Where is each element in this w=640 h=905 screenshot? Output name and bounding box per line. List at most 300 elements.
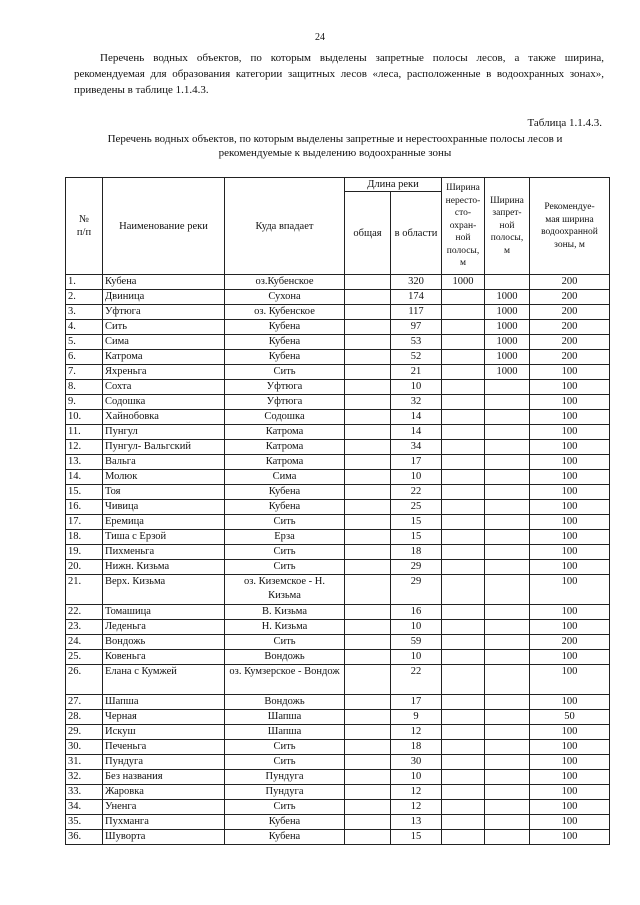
table-label: Таблица 1.1.4.3.: [527, 117, 602, 129]
length-total-cell: [345, 425, 391, 440]
spawning-width-cell: [442, 560, 485, 575]
row-number-cell: 18.: [66, 530, 103, 545]
table-row: [66, 635, 610, 650]
flows-into-cell: Шапша: [225, 710, 345, 725]
row-number-cell: 11.: [66, 425, 103, 440]
recommended-width-cell: 200: [530, 275, 610, 290]
length-total-cell: [345, 455, 391, 470]
forbidden-width-cell: 1000: [485, 350, 530, 365]
flows-into-cell: Уфтюга: [225, 380, 345, 395]
header-length-total: общая: [345, 192, 391, 275]
table-row: [66, 800, 610, 815]
flows-into-cell: Уфтюга: [225, 395, 345, 410]
table-row: [66, 395, 610, 410]
flows-into-cell: Содошка: [225, 410, 345, 425]
forbidden-width-cell: [485, 515, 530, 530]
row-number-cell: 12.: [66, 440, 103, 455]
forbidden-width-cell: [485, 755, 530, 770]
recommended-width-cell: 100: [530, 695, 610, 710]
length-region-cell: 12: [391, 785, 442, 800]
recommended-width-cell: 200: [530, 305, 610, 320]
forbidden-width-cell: [485, 725, 530, 740]
recommended-width-cell: 200: [530, 350, 610, 365]
river-name-cell: Двиница: [103, 290, 225, 305]
table-row: [66, 455, 610, 470]
row-number-cell: 3.: [66, 305, 103, 320]
row-number-cell: 17.: [66, 515, 103, 530]
row-number-cell: 15.: [66, 485, 103, 500]
length-region-cell: 10: [391, 470, 442, 485]
recommended-width-cell: 100: [530, 665, 610, 695]
row-number-cell: 36.: [66, 830, 103, 845]
length-total-cell: [345, 710, 391, 725]
length-region-cell: 15: [391, 830, 442, 845]
spawning-width-cell: [442, 455, 485, 470]
row-number-cell: 25.: [66, 650, 103, 665]
forbidden-width-cell: 1000: [485, 305, 530, 320]
length-total-cell: [345, 395, 391, 410]
flows-into-cell: Катрома: [225, 440, 345, 455]
table-row: [66, 335, 610, 350]
row-number-cell: 30.: [66, 740, 103, 755]
length-region-cell: 10: [391, 620, 442, 635]
spawning-width-cell: [442, 785, 485, 800]
table-row: [66, 665, 610, 695]
length-total-cell: [345, 545, 391, 560]
row-number-cell: 7.: [66, 365, 103, 380]
length-region-cell: 15: [391, 515, 442, 530]
forbidden-width-cell: [485, 620, 530, 635]
river-name-cell: Печеньга: [103, 740, 225, 755]
length-region-cell: 17: [391, 695, 442, 710]
table-row: [66, 650, 610, 665]
river-name-cell: Сохта: [103, 380, 225, 395]
table-row: [66, 350, 610, 365]
recommended-width-cell: 100: [530, 380, 610, 395]
spawning-width-cell: [442, 515, 485, 530]
recommended-width-cell: 100: [530, 755, 610, 770]
recommended-width-cell: 100: [530, 365, 610, 380]
spawning-width-cell: [442, 500, 485, 515]
recommended-width-cell: 100: [530, 575, 610, 605]
length-region-cell: 9: [391, 710, 442, 725]
length-region-cell: 18: [391, 740, 442, 755]
flows-into-cell: Шапша: [225, 725, 345, 740]
length-total-cell: [345, 320, 391, 335]
forbidden-width-cell: 1000: [485, 290, 530, 305]
recommended-width-cell: 100: [530, 800, 610, 815]
table-row: [66, 365, 610, 380]
row-number-cell: 24.: [66, 635, 103, 650]
forbidden-width-cell: [485, 560, 530, 575]
recommended-width-cell: 50: [530, 710, 610, 725]
length-total-cell: [345, 275, 391, 290]
length-total-cell: [345, 725, 391, 740]
length-total-cell: [345, 290, 391, 305]
recommended-width-cell: 100: [530, 605, 610, 620]
table-row: [66, 740, 610, 755]
table-row: [66, 830, 610, 845]
river-name-cell: Жаровка: [103, 785, 225, 800]
forbidden-width-cell: [485, 800, 530, 815]
length-region-cell: 10: [391, 770, 442, 785]
row-number-cell: 5.: [66, 335, 103, 350]
river-name-cell: Чивица: [103, 500, 225, 515]
river-name-cell: Верх. Кизьма: [103, 575, 225, 605]
table-row: [66, 530, 610, 545]
recommended-width-cell: 100: [530, 395, 610, 410]
flows-into-cell: Катрома: [225, 425, 345, 440]
recommended-width-cell: 100: [530, 470, 610, 485]
forbidden-width-cell: [485, 425, 530, 440]
river-name-cell: Шуворта: [103, 830, 225, 845]
length-region-cell: 97: [391, 320, 442, 335]
river-name-cell: Катрома: [103, 350, 225, 365]
header-river-length: Длина реки: [345, 178, 442, 192]
river-name-cell: Без названия: [103, 770, 225, 785]
row-number-cell: 35.: [66, 815, 103, 830]
recommended-width-cell: 100: [530, 485, 610, 500]
river-name-cell: Елана с Кумжей: [103, 665, 225, 695]
row-number-cell: 19.: [66, 545, 103, 560]
river-name-cell: Молюк: [103, 470, 225, 485]
table-row: [66, 785, 610, 800]
flows-into-cell: Сить: [225, 800, 345, 815]
flows-into-cell: Кубена: [225, 350, 345, 365]
river-name-cell: Пунгул: [103, 425, 225, 440]
spawning-width-cell: [442, 545, 485, 560]
spawning-width-cell: [442, 395, 485, 410]
length-region-cell: 12: [391, 725, 442, 740]
length-total-cell: [345, 350, 391, 365]
length-total-cell: [345, 335, 391, 350]
length-total-cell: [345, 410, 391, 425]
length-region-cell: 29: [391, 575, 442, 605]
recommended-width-cell: 100: [530, 725, 610, 740]
river-name-cell: Нижн. Кизьма: [103, 560, 225, 575]
table-row: [66, 485, 610, 500]
recommended-width-cell: 100: [530, 740, 610, 755]
spawning-width-cell: [442, 440, 485, 455]
row-number-cell: 22.: [66, 605, 103, 620]
river-name-cell: Шапша: [103, 695, 225, 710]
header-flows-into: Куда впадает: [225, 178, 345, 275]
header-river-name: Наименование реки: [103, 178, 225, 275]
forbidden-width-cell: [485, 380, 530, 395]
river-name-cell: Тоя: [103, 485, 225, 500]
table-row: [66, 425, 610, 440]
row-number-cell: 13.: [66, 455, 103, 470]
river-name-cell: Пунгул- Вальгский: [103, 440, 225, 455]
spawning-width-cell: [442, 800, 485, 815]
recommended-width-cell: 100: [530, 815, 610, 830]
header-length-region: в области: [391, 192, 442, 275]
table-row: [66, 815, 610, 830]
row-number-cell: 2.: [66, 290, 103, 305]
forbidden-width-cell: [485, 740, 530, 755]
length-region-cell: 52: [391, 350, 442, 365]
length-total-cell: [345, 650, 391, 665]
forbidden-width-cell: [485, 485, 530, 500]
spawning-width-cell: [442, 725, 485, 740]
header-number: № п/п: [66, 178, 103, 275]
flows-into-cell: Пундуга: [225, 785, 345, 800]
recommended-width-cell: 100: [530, 830, 610, 845]
spawning-width-cell: [442, 350, 485, 365]
length-total-cell: [345, 515, 391, 530]
spawning-width-cell: [442, 290, 485, 305]
length-total-cell: [345, 380, 391, 395]
table-row: [66, 605, 610, 620]
recommended-width-cell: 100: [530, 545, 610, 560]
table-row: [66, 500, 610, 515]
table-row: [66, 695, 610, 710]
recommended-width-cell: 100: [530, 500, 610, 515]
row-number-cell: 27.: [66, 695, 103, 710]
length-total-cell: [345, 740, 391, 755]
flows-into-cell: Сить: [225, 545, 345, 560]
flows-into-cell: Сить: [225, 515, 345, 530]
forbidden-width-cell: [485, 275, 530, 290]
length-region-cell: 14: [391, 425, 442, 440]
length-region-cell: 32: [391, 395, 442, 410]
row-number-cell: 21.: [66, 575, 103, 605]
forbidden-width-cell: [485, 830, 530, 845]
table-row: [66, 710, 610, 725]
header-recommended-width: Рекомендуе- мая ширина водоохранной зоны, м: [530, 178, 610, 275]
length-total-cell: [345, 830, 391, 845]
flows-into-cell: Пундуга: [225, 770, 345, 785]
flows-into-cell: Сить: [225, 755, 345, 770]
length-region-cell: 30: [391, 755, 442, 770]
length-total-cell: [345, 365, 391, 380]
length-region-cell: 25: [391, 500, 442, 515]
recommended-width-cell: 100: [530, 620, 610, 635]
length-region-cell: 16: [391, 605, 442, 620]
recommended-width-cell: 100: [530, 440, 610, 455]
spawning-width-cell: [442, 335, 485, 350]
flows-into-cell: Сить: [225, 635, 345, 650]
length-region-cell: 10: [391, 380, 442, 395]
forbidden-width-cell: [485, 575, 530, 605]
forbidden-width-cell: [485, 470, 530, 485]
table-row: [66, 290, 610, 305]
row-number-cell: 23.: [66, 620, 103, 635]
river-name-cell: Пундуга: [103, 755, 225, 770]
length-region-cell: 59: [391, 635, 442, 650]
forbidden-width-cell: [485, 770, 530, 785]
length-total-cell: [345, 305, 391, 320]
forbidden-width-cell: [485, 530, 530, 545]
length-region-cell: 21: [391, 365, 442, 380]
intro-paragraph: Перечень водных объектов, по которым выделены запретные полосы лесов, а также ширина, рекомендуемая для образования категории защитных лесов «леса, расположенные в водоохранных зонах», приведены в таблице 1.1.4.3.: [74, 52, 604, 96]
length-region-cell: 22: [391, 665, 442, 695]
row-number-cell: 32.: [66, 770, 103, 785]
table-row: [66, 545, 610, 560]
river-name-cell: Уфтюга: [103, 305, 225, 320]
forbidden-width-cell: [485, 605, 530, 620]
river-name-cell: Тиша с Ерзой: [103, 530, 225, 545]
river-name-cell: Томашица: [103, 605, 225, 620]
forbidden-width-cell: [485, 695, 530, 710]
river-name-cell: Вальга: [103, 455, 225, 470]
river-name-cell: Черная: [103, 710, 225, 725]
length-total-cell: [345, 575, 391, 605]
spawning-width-cell: [442, 830, 485, 845]
river-name-cell: Сима: [103, 335, 225, 350]
flows-into-cell: оз. Кубенское: [225, 305, 345, 320]
forbidden-width-cell: [485, 455, 530, 470]
row-number-cell: 20.: [66, 560, 103, 575]
length-region-cell: 18: [391, 545, 442, 560]
spawning-width-cell: [442, 485, 485, 500]
spawning-width-cell: [442, 365, 485, 380]
row-number-cell: 14.: [66, 470, 103, 485]
length-region-cell: 10: [391, 650, 442, 665]
river-name-cell: Хайнобовка: [103, 410, 225, 425]
length-region-cell: 29: [391, 560, 442, 575]
forbidden-width-cell: [485, 395, 530, 410]
flows-into-cell: Вондожь: [225, 695, 345, 710]
length-total-cell: [345, 665, 391, 695]
recommended-width-cell: 100: [530, 785, 610, 800]
flows-into-cell: Кубена: [225, 485, 345, 500]
forbidden-width-cell: [485, 650, 530, 665]
river-name-cell: Пихменьга: [103, 545, 225, 560]
spawning-width-cell: [442, 530, 485, 545]
row-number-cell: 31.: [66, 755, 103, 770]
river-name-cell: Искуш: [103, 725, 225, 740]
row-number-cell: 6.: [66, 350, 103, 365]
flows-into-cell: Н. Кизьма: [225, 620, 345, 635]
spawning-width-cell: [442, 650, 485, 665]
length-total-cell: [345, 530, 391, 545]
flows-into-cell: Катрома: [225, 455, 345, 470]
flows-into-cell: Кубена: [225, 830, 345, 845]
rivers-table: [65, 177, 610, 845]
recommended-width-cell: 100: [530, 515, 610, 530]
spawning-width-cell: [442, 320, 485, 335]
row-number-cell: 29.: [66, 725, 103, 740]
length-region-cell: 34: [391, 440, 442, 455]
spawning-width-cell: [442, 815, 485, 830]
length-total-cell: [345, 770, 391, 785]
flows-into-cell: Сить: [225, 365, 345, 380]
table-row: [66, 305, 610, 320]
length-total-cell: [345, 695, 391, 710]
forbidden-width-cell: [485, 440, 530, 455]
header-spawning-width: Ширина нересто- сто- охран- ной полосы, м: [442, 178, 485, 275]
recommended-width-cell: 100: [530, 455, 610, 470]
table-row: [66, 440, 610, 455]
length-total-cell: [345, 635, 391, 650]
river-name-cell: Ковеньга: [103, 650, 225, 665]
row-number-cell: 26.: [66, 665, 103, 695]
river-name-cell: Сить: [103, 320, 225, 335]
spawning-width-cell: [442, 605, 485, 620]
river-name-cell: Яхреньга: [103, 365, 225, 380]
spawning-width-cell: [442, 305, 485, 320]
header-forbidden-width: Ширина запрет- ной полосы, м: [485, 178, 530, 275]
river-name-cell: Пухманга: [103, 815, 225, 830]
table-row: [66, 755, 610, 770]
spawning-width-cell: [442, 695, 485, 710]
row-number-cell: 16.: [66, 500, 103, 515]
flows-into-cell: Кубена: [225, 815, 345, 830]
spawning-width-cell: [442, 410, 485, 425]
spawning-width-cell: 1000: [442, 275, 485, 290]
flows-into-cell: В. Кизьма: [225, 605, 345, 620]
length-region-cell: 15: [391, 530, 442, 545]
forbidden-width-cell: 1000: [485, 365, 530, 380]
flows-into-cell: Сима: [225, 470, 345, 485]
table-row: [66, 515, 610, 530]
row-number-cell: 34.: [66, 800, 103, 815]
spawning-width-cell: [442, 755, 485, 770]
row-number-cell: 10.: [66, 410, 103, 425]
length-region-cell: 13: [391, 815, 442, 830]
row-number-cell: 4.: [66, 320, 103, 335]
spawning-width-cell: [442, 635, 485, 650]
length-total-cell: [345, 785, 391, 800]
spawning-width-cell: [442, 380, 485, 395]
length-region-cell: 14: [391, 410, 442, 425]
table-row: [66, 770, 610, 785]
flows-into-cell: Кубена: [225, 500, 345, 515]
flows-into-cell: оз.Кубенское: [225, 275, 345, 290]
length-region-cell: 12: [391, 800, 442, 815]
spawning-width-cell: [442, 665, 485, 695]
forbidden-width-cell: 1000: [485, 335, 530, 350]
river-name-cell: Еремица: [103, 515, 225, 530]
table-row: [66, 320, 610, 335]
row-number-cell: 1.: [66, 275, 103, 290]
length-total-cell: [345, 470, 391, 485]
recommended-width-cell: 100: [530, 650, 610, 665]
spawning-width-cell: [442, 710, 485, 725]
row-number-cell: 9.: [66, 395, 103, 410]
length-total-cell: [345, 620, 391, 635]
spawning-width-cell: [442, 470, 485, 485]
spawning-width-cell: [442, 425, 485, 440]
flows-into-cell: Ерза: [225, 530, 345, 545]
forbidden-width-cell: [485, 635, 530, 650]
table-row: [66, 275, 610, 290]
spawning-width-cell: [442, 575, 485, 605]
river-name-cell: Леденьга: [103, 620, 225, 635]
page-number: 24: [315, 32, 325, 43]
length-total-cell: [345, 440, 391, 455]
river-name-cell: Уненга: [103, 800, 225, 815]
flows-into-cell: Сить: [225, 740, 345, 755]
row-number-cell: 8.: [66, 380, 103, 395]
recommended-width-cell: 200: [530, 320, 610, 335]
table-row: [66, 410, 610, 425]
length-total-cell: [345, 755, 391, 770]
flows-into-cell: Кубена: [225, 320, 345, 335]
length-region-cell: 117: [391, 305, 442, 320]
forbidden-width-cell: [485, 710, 530, 725]
table-row: [66, 560, 610, 575]
length-region-cell: 17: [391, 455, 442, 470]
recommended-width-cell: 100: [530, 770, 610, 785]
recommended-width-cell: 100: [530, 560, 610, 575]
forbidden-width-cell: [485, 785, 530, 800]
recommended-width-cell: 100: [530, 410, 610, 425]
forbidden-width-cell: [485, 545, 530, 560]
length-total-cell: [345, 485, 391, 500]
length-total-cell: [345, 605, 391, 620]
